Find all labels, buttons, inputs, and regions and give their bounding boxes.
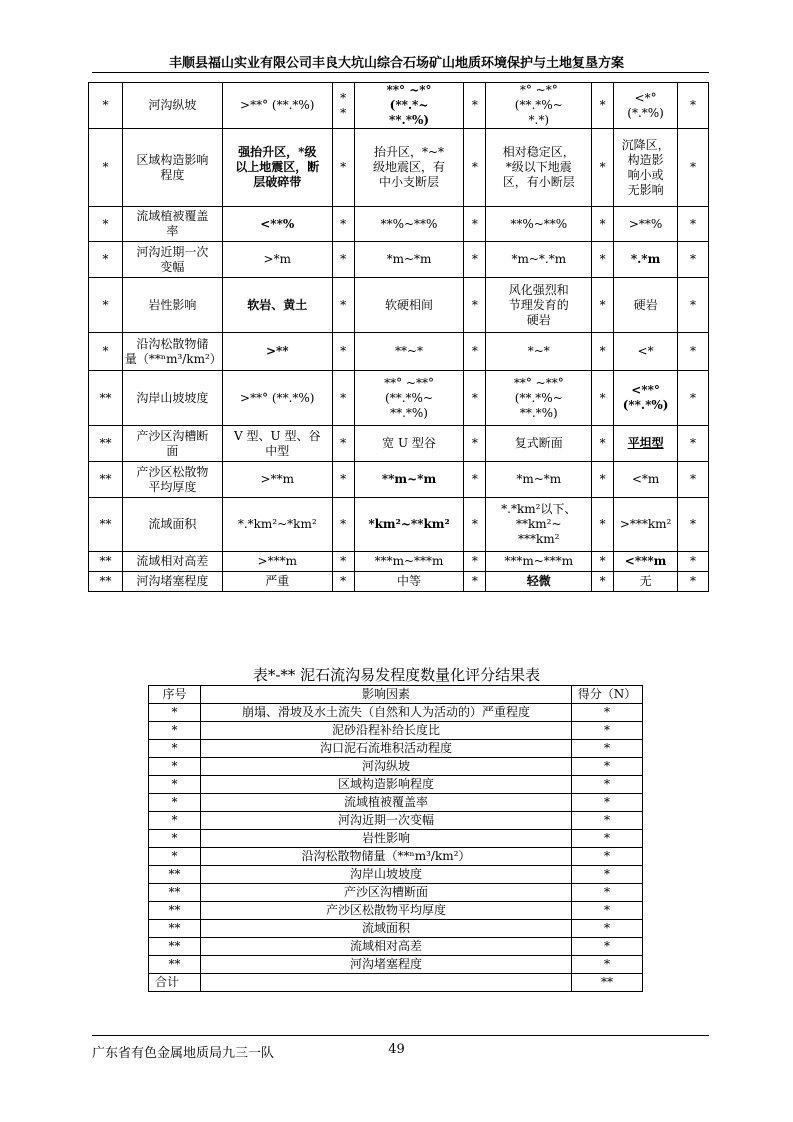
table-cell: >***m xyxy=(222,552,332,572)
row-factor xyxy=(200,974,571,992)
table-cell: ***m~***m xyxy=(354,552,464,572)
row-score: * xyxy=(572,794,643,812)
table-cell: * xyxy=(678,242,709,278)
table-cell: * xyxy=(332,371,354,426)
table-cell: 流域面积 xyxy=(122,498,222,552)
table-cell: *m~*.*m xyxy=(486,242,592,278)
row-factor: 流域面积 xyxy=(200,920,571,938)
table-row xyxy=(149,830,643,848)
row-score: * xyxy=(572,704,643,722)
table-row xyxy=(89,278,709,333)
row-index: * xyxy=(149,758,201,776)
table-row xyxy=(89,426,709,462)
row-index: * xyxy=(149,740,201,758)
table-cell: * xyxy=(464,83,486,129)
table-row xyxy=(149,812,643,830)
table-row xyxy=(149,938,643,956)
table-cell: * xyxy=(592,242,614,278)
table-cell: *.*m xyxy=(614,242,678,278)
table-cell: * xyxy=(332,552,354,572)
table-cell: 软硬相间 xyxy=(354,278,464,333)
table-row xyxy=(149,722,643,740)
table-cell: 河沟近期一次 变幅 xyxy=(122,242,222,278)
row-factor: 产沙区沟槽断面 xyxy=(200,884,571,902)
row-index: * xyxy=(149,794,201,812)
table-cell: <**° (**.*%) xyxy=(614,371,678,426)
table-cell: ** xyxy=(89,498,123,552)
table-cell: * xyxy=(89,129,123,207)
table-cell: **%~**% xyxy=(354,207,464,242)
table-cell: * xyxy=(592,129,614,207)
row-index: ** xyxy=(149,866,201,884)
header-score: 得分（N） xyxy=(572,686,643,704)
document-header-title: 丰顺县福山实业有限公司丰良大坑山综合石场矿山地质环境保护与土地复垦方案 xyxy=(168,56,624,71)
table-cell: 软岩、黄土 xyxy=(222,278,332,333)
row-factor: 崩塌、滑坡及水土流失（自然和人为活动的）严重程度 xyxy=(200,704,571,722)
table-cell: * xyxy=(464,242,486,278)
score-result-table xyxy=(148,685,643,992)
table-cell: * xyxy=(332,426,354,462)
row-factor: 河沟堵塞程度 xyxy=(200,956,571,974)
table-cell: * xyxy=(464,129,486,207)
table-cell: * xyxy=(89,83,123,129)
row-score: * xyxy=(572,722,643,740)
table-cell: * xyxy=(464,371,486,426)
table-row xyxy=(149,884,643,902)
table-cell: * xyxy=(678,83,709,129)
row-score: * xyxy=(572,866,643,884)
table-cell: 相对稳定区， *级以下地震 区，有小断层 xyxy=(486,129,592,207)
row-score: * xyxy=(572,884,643,902)
row-factor: 河沟纵坡 xyxy=(200,758,571,776)
row-factor: 流域相对高差 xyxy=(200,938,571,956)
table-cell: 区域构造影响 程度 xyxy=(122,129,222,207)
table-cell: ***m~***m xyxy=(486,552,592,572)
row-index: * xyxy=(149,776,201,794)
table-row xyxy=(149,794,643,812)
table-cell: * xyxy=(678,207,709,242)
table-cell: ** xyxy=(89,552,123,572)
table-cell: >** xyxy=(222,333,332,371)
row-score: * xyxy=(572,812,643,830)
table-row xyxy=(149,902,643,920)
table-cell: * xyxy=(592,462,614,498)
table-cell: * xyxy=(89,278,123,333)
table-row xyxy=(149,974,643,992)
table-cell: 流域植被覆盖 率 xyxy=(122,207,222,242)
row-factor: 流域植被覆盖率 xyxy=(200,794,571,812)
table-row xyxy=(149,758,643,776)
row-score: * xyxy=(572,776,643,794)
table-row xyxy=(149,866,643,884)
table-cell: 产沙区松散物 平均厚度 xyxy=(122,462,222,498)
table-cell: ** xyxy=(89,371,123,426)
table-cell: 沿沟松散物储 量（**ⁿm³/km²） xyxy=(122,333,222,371)
row-index: * xyxy=(149,848,201,866)
row-factor: 河沟近期一次变幅 xyxy=(200,812,571,830)
table-cell: V 型、U 型、谷 中型 xyxy=(222,426,332,462)
table-cell: **m~*m xyxy=(354,462,464,498)
table-cell: * xyxy=(678,371,709,426)
table-cell: * xyxy=(89,333,123,371)
scoring-criteria-table xyxy=(88,82,709,592)
table-cell: 复式断面 xyxy=(486,426,592,462)
table-cell: 严重 xyxy=(222,572,332,592)
table-cell: 抬升区，*~* 级地震区，有 中小支断层 xyxy=(354,129,464,207)
row-index: * xyxy=(149,704,201,722)
table-cell: **° ~**° (**.*%~ **.*%) xyxy=(486,371,592,426)
table-cell: 流域相对高差 xyxy=(122,552,222,572)
table-cell: * xyxy=(592,207,614,242)
table-cell: * xyxy=(678,129,709,207)
row-score: * xyxy=(572,830,643,848)
row-index: * xyxy=(149,722,201,740)
table-row xyxy=(149,704,643,722)
table-cell: * xyxy=(332,333,354,371)
table-cell: * xyxy=(592,278,614,333)
table-cell: * xyxy=(464,498,486,552)
table-cell: **%~**% xyxy=(486,207,592,242)
table-cell: <**% xyxy=(222,207,332,242)
table-cell: *° ~*° (**.*%~ *.*) xyxy=(486,83,592,129)
row-score: * xyxy=(572,920,643,938)
row-factor: 产沙区松散物平均厚度 xyxy=(200,902,571,920)
row-index: ** xyxy=(149,884,201,902)
table-cell: * xyxy=(592,572,614,592)
table-cell: * xyxy=(592,426,614,462)
table-cell: 河沟堵塞程度 xyxy=(122,572,222,592)
table-cell: * * xyxy=(332,83,354,129)
table-cell: * xyxy=(332,462,354,498)
table-cell: >*m xyxy=(222,242,332,278)
table-cell: * xyxy=(332,242,354,278)
table-cell: <***m xyxy=(614,552,678,572)
table-row xyxy=(89,572,709,592)
row-score: * xyxy=(572,848,643,866)
table-cell: >**° (**.*%) xyxy=(222,83,332,129)
row-index: 合计 xyxy=(149,974,201,992)
row-index: ** xyxy=(149,902,201,920)
table-cell: * xyxy=(592,333,614,371)
table-cell: * xyxy=(678,462,709,498)
page-number: 49 xyxy=(388,1042,405,1057)
table-cell: >**m xyxy=(222,462,332,498)
row-factor: 泥砂沿程补给长度比 xyxy=(200,722,571,740)
table-cell: * xyxy=(332,207,354,242)
table-cell: 强抬升区，*级 以上地震区，断 层破碎带 xyxy=(222,129,332,207)
table-row xyxy=(149,740,643,758)
table-row xyxy=(89,462,709,498)
table-cell: * xyxy=(332,498,354,552)
header-index: 序号 xyxy=(149,686,201,704)
table-cell: >**% xyxy=(614,207,678,242)
table-cell: * xyxy=(592,498,614,552)
row-factor: 沟口泥石流堆积活动程度 xyxy=(200,740,571,758)
table-cell: * xyxy=(89,207,123,242)
table-header-row xyxy=(149,686,643,704)
footer-divider xyxy=(92,1035,709,1036)
row-index: * xyxy=(149,812,201,830)
table-cell: * xyxy=(592,371,614,426)
table-cell: **~* xyxy=(354,333,464,371)
row-index: ** xyxy=(149,920,201,938)
row-score: ** xyxy=(572,974,643,992)
table-cell: ** xyxy=(89,462,123,498)
table-cell: * xyxy=(464,207,486,242)
table-cell: *.*km²以下、 **km²~ ***km² xyxy=(486,498,592,552)
table-cell: * xyxy=(678,333,709,371)
table-row xyxy=(149,776,643,794)
table-cell: 平坦型 xyxy=(614,426,678,462)
table-cell: >***km² xyxy=(614,498,678,552)
table-cell: ** xyxy=(89,572,123,592)
table-cell: <*° (*.*%) xyxy=(614,83,678,129)
table-cell: 轻微 xyxy=(486,572,592,592)
table-cell: * xyxy=(332,129,354,207)
table-cell: *km²~**km² xyxy=(354,498,464,552)
row-score: * xyxy=(572,902,643,920)
header-divider xyxy=(92,72,709,73)
row-factor: 区域构造影响程度 xyxy=(200,776,571,794)
table-cell: * xyxy=(464,426,486,462)
table-cell: 河沟纵坡 xyxy=(122,83,222,129)
table-cell: * xyxy=(464,462,486,498)
table-row xyxy=(89,371,709,426)
row-score: * xyxy=(572,740,643,758)
table-cell: * xyxy=(678,278,709,333)
row-score: * xyxy=(572,956,643,974)
table-cell: * xyxy=(592,552,614,572)
row-factor: 沿沟松散物储量（**ⁿm³/km²） xyxy=(200,848,571,866)
table-cell: ** xyxy=(89,426,123,462)
table-cell: >**° (**.*%) xyxy=(222,371,332,426)
header-factor: 影响因素 xyxy=(200,686,571,704)
table-row xyxy=(89,129,709,207)
table-cell: <* xyxy=(614,333,678,371)
table-cell: 无 xyxy=(614,572,678,592)
footer-organization: 广东省有色金属地质局九三一队 xyxy=(92,1046,275,1061)
table-cell: * xyxy=(678,572,709,592)
table-cell: * xyxy=(332,278,354,333)
table-row xyxy=(89,333,709,371)
table-cell: * xyxy=(464,552,486,572)
table-cell: <*m xyxy=(614,462,678,498)
table-cell: 风化强烈和 节理发育的 硬岩 xyxy=(486,278,592,333)
table-caption: 表*-** 泥石流沟易发程度数量化评分结果表 xyxy=(252,666,541,684)
row-index: ** xyxy=(149,956,201,974)
table-cell: **° ~*° (**.*~ **.*%) xyxy=(354,83,464,129)
table-row xyxy=(149,956,643,974)
table-cell: 硬岩 xyxy=(614,278,678,333)
table-cell: 宽 U 型谷 xyxy=(354,426,464,462)
row-factor: 沟岸山坡坡度 xyxy=(200,866,571,884)
table-row xyxy=(149,920,643,938)
table-cell: * xyxy=(464,278,486,333)
row-index: ** xyxy=(149,938,201,956)
table-cell: * xyxy=(592,83,614,129)
table-row xyxy=(89,552,709,572)
table-cell: *~* xyxy=(486,333,592,371)
table-cell: 中等 xyxy=(354,572,464,592)
table-cell: 产沙区沟槽断 面 xyxy=(122,426,222,462)
table-row xyxy=(149,848,643,866)
table-cell: 沟岸山坡坡度 xyxy=(122,371,222,426)
table-row xyxy=(89,498,709,552)
table-cell: *m~*m xyxy=(486,462,592,498)
table-cell: 岩性影响 xyxy=(122,278,222,333)
row-score: * xyxy=(572,938,643,956)
row-index: * xyxy=(149,830,201,848)
table-cell: * xyxy=(464,572,486,592)
table-cell: *.*km²~*km² xyxy=(222,498,332,552)
table-cell: * xyxy=(678,426,709,462)
table-row xyxy=(89,207,709,242)
table-cell: * xyxy=(678,552,709,572)
table-cell: * xyxy=(464,333,486,371)
table-row xyxy=(89,242,709,278)
row-factor: 岩性影响 xyxy=(200,830,571,848)
table-cell: **° ~**° (**.*%~ **.*%) xyxy=(354,371,464,426)
table-cell: * xyxy=(678,498,709,552)
table-cell: *m~*m xyxy=(354,242,464,278)
row-score: * xyxy=(572,758,643,776)
table-cell: * xyxy=(332,572,354,592)
table-cell: * xyxy=(89,242,123,278)
table-cell: 沉降区， 构造影 响小或 无影响 xyxy=(614,129,678,207)
table-row xyxy=(89,83,709,129)
